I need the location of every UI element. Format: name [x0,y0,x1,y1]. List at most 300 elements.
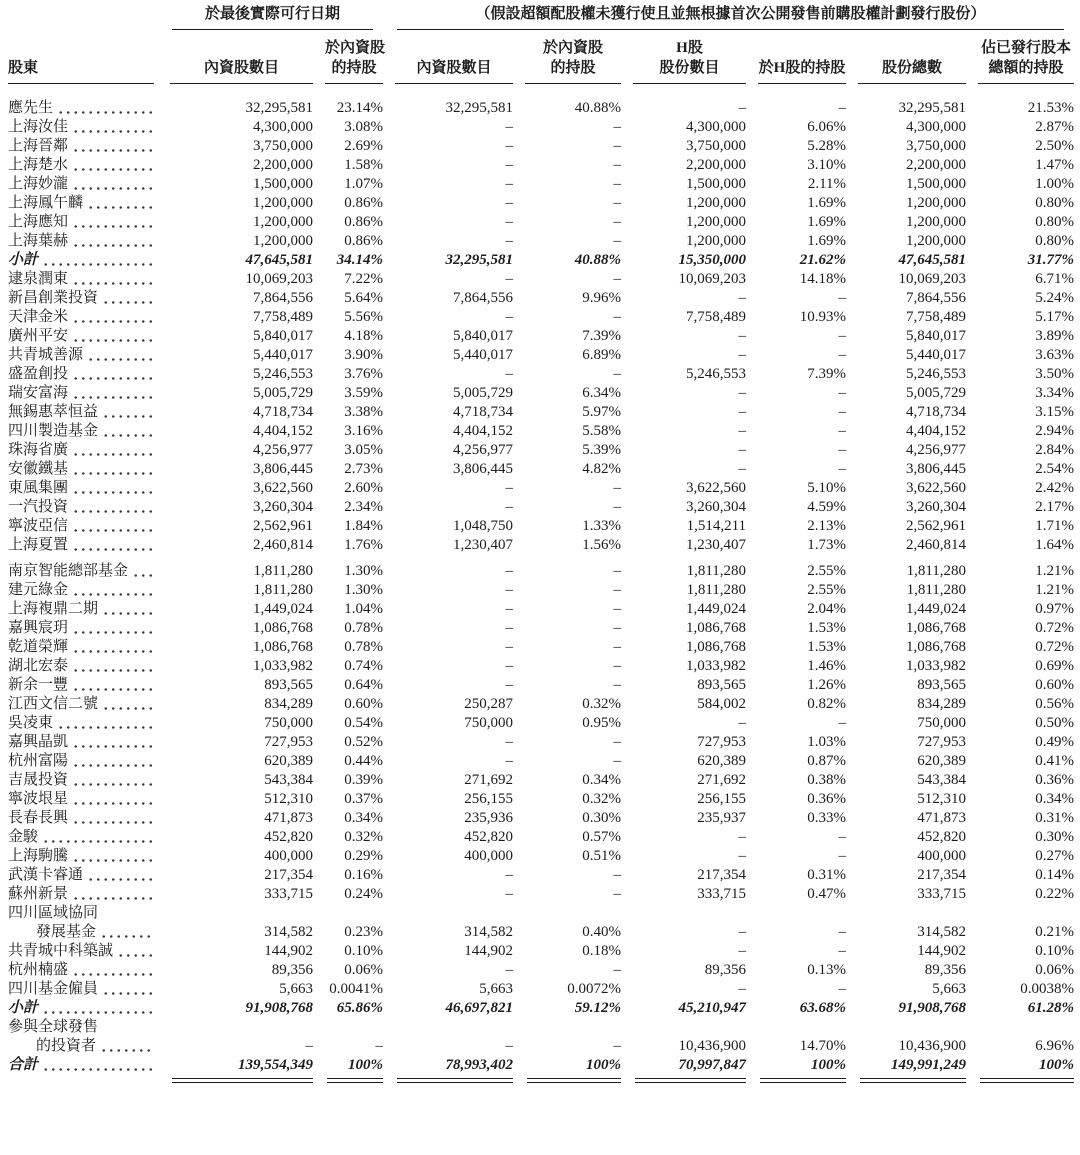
dot-leader [72,118,155,137]
table-row [8,308,1074,327]
table-row [8,517,1074,536]
cell-h-pct: 0.38% [807,772,847,788]
shareholder-name: 東風集團 [8,479,158,498]
cell-domestic-pct-latest: 3.90% [344,347,384,363]
shareholder-name: 金駿 [8,828,158,847]
cell-domestic-shares-latest: 1,033,982 [253,658,313,674]
cell-h-shares: 1,086,768 [686,620,747,636]
cell-domestic-shares-latest: 5,440,017 [253,347,313,363]
table-row [8,194,1074,213]
cell-h-pct: 7.39% [807,366,847,382]
cell-h-pct: – [838,715,847,731]
cell-h-pct: 0.31% [807,867,847,883]
cell-domestic-pct-latest: 1.30% [344,563,384,579]
dot-leader [102,980,155,999]
table-row [8,714,1074,733]
cell-domestic-shares: – [505,176,514,192]
cell-h-pct: 1.69% [807,214,847,230]
cell-h-shares: – [738,100,747,116]
cell-total-pct: 0.49% [1035,734,1075,750]
cell-h-pct: 0.36% [807,791,847,807]
cell-total-pct: 2.87% [1035,119,1075,135]
cell-domestic-pct: – [613,620,622,636]
dot-leader [57,714,155,733]
cell-domestic-shares-latest: 3,622,560 [253,480,313,496]
cell-total-pct: 2.42% [1035,480,1075,496]
cell-h-pct: – [838,943,847,959]
cell-domestic-shares-latest: – [305,1038,313,1054]
cell-domestic-shares: 314,582 [464,924,514,940]
shareholder-name: 建元綠金 [8,581,158,600]
cell-h-pct: – [838,442,847,458]
dot-leader [72,536,155,555]
cell-h-pct: 1.53% [807,620,847,636]
shareholder-name: 上海汝佳 [8,118,158,137]
cell-domestic-shares: 5,663 [479,981,514,997]
cell-total-shares: 620,389 [917,753,967,769]
cell-total-shares: 4,404,152 [906,423,967,439]
cell-h-shares: 1,200,000 [686,195,747,211]
cell-h-pct: 21.62% [799,252,847,268]
cell-total-pct: 5.17% [1035,309,1075,325]
cell-domestic-shares: – [505,366,514,382]
cell-total-pct: 0.30% [1035,829,1075,845]
cell-domestic-shares-latest: 3,260,304 [253,499,313,515]
cell-total-shares: 1,449,024 [906,601,967,617]
shareholder-name: 寧波垠星 [8,790,158,809]
shareholder-name: 新余一豐 [8,676,158,695]
cell-domestic-pct-latest: 0.34% [344,810,384,826]
cell-domestic-pct-latest: 0.86% [344,195,384,211]
dot-leader [72,308,155,327]
shareholder-name: 乾道榮輝 [8,638,158,657]
cell-domestic-pct: – [613,582,622,598]
shareholding-table [8,4,1074,1091]
dot-leader [42,1056,155,1075]
cell-domestic-shares: – [505,582,514,598]
cell-domestic-shares-latest: 32,295,581 [245,100,313,116]
bottom-double-rule-row [8,1075,1074,1091]
dot-leader [72,327,155,346]
cell-total-pct: 3.34% [1035,385,1075,401]
cell-domestic-shares-latest: 512,310 [264,791,313,807]
cell-domestic-shares-latest: 893,565 [264,677,313,693]
cell-domestic-shares: – [505,563,514,579]
cell-total-pct: 2.94% [1035,423,1075,439]
shareholder-name: 新昌創業投資 [8,289,158,308]
dot-leader [42,999,155,1018]
cell-domestic-pct: 40.88% [574,252,622,268]
cell-h-pct: 0.82% [807,696,847,712]
cell-domestic-shares-latest: 91,908,768 [245,1000,313,1016]
cell-domestic-pct-latest: 0.39% [344,772,384,788]
cell-domestic-shares: 1,048,750 [453,518,514,534]
cell-h-shares: 1,200,000 [686,214,747,230]
table-row [8,156,1074,175]
table-row [8,638,1074,657]
table-body [8,84,1074,1075]
cell-total-pct: 3.15% [1035,404,1075,420]
shareholder-name: 杭州楠盛 [8,961,158,980]
cell-domestic-shares-latest: 139,554,349 [238,1057,313,1073]
cell-domestic-shares: 452,820 [464,829,514,845]
cell-h-pct: 63.68% [799,1000,847,1016]
cell-total-shares: 1,086,768 [906,639,967,655]
cell-h-shares: 1,811,280 [686,582,747,598]
cell-domestic-pct: 100% [586,1057,622,1073]
dot-leader [72,156,155,175]
cell-h-shares: 217,354 [697,867,747,883]
cell-h-shares: 1,230,407 [686,537,747,553]
shareholder-name: 嘉興宸玥 [8,619,158,638]
cell-domestic-pct-latest: 1.07% [344,176,384,192]
cell-domestic-pct: – [613,271,622,287]
shareholder-name: 上海應知 [8,213,158,232]
cell-total-shares: 89,356 [924,962,967,978]
cell-h-shares: 1,086,768 [686,639,747,655]
cell-h-shares: 15,350,000 [678,252,747,268]
cell-domestic-pct-latest: 0.06% [344,962,384,978]
cell-domestic-shares-latest: 4,404,152 [253,423,313,439]
cell-h-pct: 1.69% [807,233,847,249]
cell-total-pct: 0.34% [1035,791,1075,807]
shareholder-name: 珠海省廣 [8,441,158,460]
cell-total-pct: 6.96% [1035,1038,1075,1054]
cell-domestic-shares-latest: 333,715 [264,886,313,902]
shareholder-name: 盛盈創投 [8,365,158,384]
cell-total-shares: 4,718,734 [906,404,967,420]
cell-domestic-pct-latest: 2.34% [344,499,384,515]
double-rule [172,1078,313,1083]
cell-domestic-pct: 0.32% [582,696,622,712]
cell-domestic-pct-latest: 3.16% [344,423,384,439]
cell-domestic-pct-latest: 0.16% [344,867,384,883]
cell-total-pct: 0.80% [1035,214,1075,230]
cell-h-shares: 1,514,211 [686,518,747,534]
dot-leader [72,213,155,232]
cell-total-pct: 1.64% [1035,537,1075,553]
cell-domestic-pct-latest: 4.18% [344,328,384,344]
cell-total-shares: 32,295,581 [898,100,967,116]
col-header-h-pct: 於H股的持股 [746,30,846,84]
cell-domestic-shares: – [505,138,514,154]
cell-total-pct: 0.72% [1035,639,1075,655]
cell-domestic-pct: – [613,480,622,496]
cell-h-shares: – [738,981,747,997]
table-row [8,251,1074,270]
table-row [8,289,1074,308]
cell-h-pct: 14.18% [799,271,847,287]
cell-h-shares: 620,389 [697,753,747,769]
cell-domestic-pct-latest: 34.14% [336,252,384,268]
cell-h-shares: 3,622,560 [686,480,747,496]
cell-domestic-shares: 750,000 [464,715,514,731]
cell-domestic-shares-latest: 3,806,445 [253,461,313,477]
cell-total-shares: 1,200,000 [906,195,967,211]
cell-domestic-pct: – [613,119,622,135]
dot-leader [72,619,155,638]
cell-h-pct: – [838,461,847,477]
cell-total-shares: 1,033,982 [906,658,967,674]
cell-domestic-shares-latest: 750,000 [264,715,313,731]
cell-total-shares: 5,840,017 [906,328,967,344]
shareholder-name: 上海楚水 [8,156,158,175]
cell-domestic-pct: – [613,157,622,173]
cell-total-pct: 3.63% [1035,347,1075,363]
cell-total-pct: 0.27% [1035,848,1075,864]
cell-total-pct: 0.06% [1035,962,1075,978]
cell-domestic-pct: – [613,753,622,769]
cell-domestic-shares: – [505,214,514,230]
cell-total-pct: 1.21% [1035,563,1075,579]
dot-leader [72,790,155,809]
cell-domestic-pct-latest: 0.29% [344,848,384,864]
dot-leader [117,942,155,961]
shareholder-name: 吉晟投資 [8,771,158,790]
cell-h-pct: – [838,290,847,306]
table-row [8,904,1074,942]
cell-h-pct: – [838,347,847,363]
cell-h-pct: 4.59% [807,499,847,515]
cell-domestic-shares: – [505,480,514,496]
cell-h-pct: 2.55% [807,582,847,598]
table-row [8,327,1074,346]
cell-h-shares: – [738,290,747,306]
cell-domestic-pct: 0.0072% [567,981,622,997]
cell-h-shares: 89,356 [704,962,747,978]
cell-total-pct: 1.21% [1035,582,1075,598]
cell-h-shares: – [738,848,747,864]
cell-domestic-shares: 5,440,017 [453,347,514,363]
cell-domestic-pct: – [613,1038,622,1054]
cell-domestic-shares-latest: 727,953 [264,734,313,750]
table-row [8,403,1074,422]
group-header-assumption: （假設超額配股權未獲行使且並無根據首次公開發售前購股權計劃發行股份） [383,4,1074,30]
cell-domestic-pct-latest: 7.22% [344,271,384,287]
cell-h-pct: 100% [811,1057,847,1073]
cell-h-shares: 10,069,203 [678,271,747,287]
cell-total-shares: 10,069,203 [898,271,967,287]
cell-h-pct: 1.03% [807,734,847,750]
shareholder-name: 廣州平安 [8,327,158,346]
cell-domestic-shares: – [505,962,514,978]
cell-total-shares: 7,864,556 [906,290,967,306]
cell-total-shares: 471,873 [917,810,967,826]
dot-leader [42,828,155,847]
cell-domestic-pct-latest: 2.60% [344,480,384,496]
cell-total-pct: 0.80% [1035,233,1075,249]
cell-domestic-pct: 6.89% [582,347,622,363]
shareholder-name: 合計 [8,1056,158,1075]
cell-domestic-shares: – [505,601,514,617]
dot-leader [87,866,155,885]
cell-h-pct: 3.10% [807,157,847,173]
table-row [8,942,1074,961]
cell-h-pct: – [838,848,847,864]
cell-domestic-shares: 5,840,017 [453,328,514,344]
shareholder-name: 四川區域協同 發展基金 [8,904,158,942]
table-row [8,619,1074,638]
cell-h-pct: – [838,100,847,116]
table-row [8,790,1074,809]
cell-domestic-pct: 7.39% [582,328,622,344]
dot-leader [102,422,155,441]
table-row [8,441,1074,460]
cell-h-shares: – [738,385,747,401]
dot-leader [72,581,155,600]
cell-domestic-pct-latest: 0.44% [344,753,384,769]
cell-h-pct: 1.69% [807,195,847,211]
cell-domestic-pct-latest: 65.86% [336,1000,384,1016]
col-header-domestic-shares: 內資股數目 [383,30,513,84]
cell-domestic-shares-latest: 3,750,000 [253,138,313,154]
cell-h-pct: 14.70% [799,1038,847,1054]
cell-domestic-pct: 0.40% [582,924,622,940]
dot-leader [100,1037,155,1056]
double-rule [635,1078,746,1083]
cell-h-shares: 584,002 [697,696,747,712]
cell-total-pct: 3.89% [1035,328,1075,344]
cell-domestic-pct: – [613,886,622,902]
cell-total-shares: 3,750,000 [906,138,967,154]
col-header-h-shares: H股 股份數目 [621,30,746,84]
shareholder-name: 蘇州新景 [8,885,158,904]
cell-total-shares: 47,645,581 [898,252,967,268]
cell-domestic-pct: 5.97% [582,404,622,420]
cell-domestic-shares-latest: 5,663 [279,981,313,997]
cell-domestic-shares-latest: 400,000 [264,848,313,864]
cell-total-pct: 0.69% [1035,658,1075,674]
dot-leader [72,517,155,536]
cell-h-shares: 893,565 [697,677,747,693]
cell-domestic-shares-latest: 4,256,977 [253,442,313,458]
table-row [8,676,1074,695]
cell-h-pct: – [838,385,847,401]
col-header-domestic-pct: 於內資股 的持股 [513,30,621,84]
cell-domestic-pct: – [613,734,622,750]
cell-h-shares: 3,260,304 [686,499,747,515]
table-row [8,809,1074,828]
cell-total-shares: 91,908,768 [898,1000,967,1016]
table-row [8,213,1074,232]
cell-domestic-shares-latest: 2,562,961 [253,518,313,534]
spacer-row [8,84,1074,99]
dot-leader [72,137,155,156]
cell-h-pct: – [838,328,847,344]
cell-domestic-pct: – [613,677,622,693]
cell-domestic-shares: 250,287 [464,696,514,712]
table-row [8,961,1074,980]
cell-domestic-shares-latest: 1,449,024 [253,601,313,617]
dot-leader [102,289,155,308]
cell-domestic-pct-latest: 1.76% [344,537,384,553]
cell-domestic-shares: – [505,119,514,135]
cell-domestic-shares-latest: 1,811,280 [253,582,313,598]
cell-total-pct: 0.50% [1035,715,1075,731]
cell-domestic-shares-latest: 1,500,000 [253,176,313,192]
cell-total-pct: 0.31% [1035,810,1075,826]
dot-leader [102,695,155,714]
cell-domestic-shares-latest: 452,820 [264,829,313,845]
table-row [8,771,1074,790]
cell-domestic-pct: – [613,867,622,883]
cell-total-pct: 61.28% [1027,1000,1075,1016]
cell-domestic-pct-latest: 0.52% [344,734,384,750]
cell-total-pct: 2.84% [1035,442,1075,458]
cell-domestic-shares-latest: 314,582 [264,924,313,940]
cell-h-pct: 0.33% [807,810,847,826]
group-header-latest-date: 於最後實際可行日期 [158,4,383,30]
shareholder-name: 上海葉赫 [8,232,158,251]
shareholder-name: 應先生 [8,99,158,118]
cell-domestic-shares-latest: 1,086,768 [253,620,313,636]
cell-domestic-shares-latest: 217,354 [264,867,313,883]
cell-total-shares: 893,565 [917,677,967,693]
cell-total-pct: 0.10% [1035,943,1075,959]
table-row [8,384,1074,403]
dot-leader [72,270,155,289]
shareholder-name: 逮泉潤東 [8,270,158,289]
dot-leader [102,403,155,422]
cell-domestic-shares: 32,295,581 [445,100,514,116]
cell-total-shares: 3,622,560 [906,480,967,496]
cell-domestic-shares-latest: 10,069,203 [245,271,313,287]
col-header-domestic-shares-latest: 內資股數目 [158,30,313,84]
table-row [8,555,1074,581]
cell-domestic-pct: – [613,214,622,230]
cell-domestic-shares-latest: 471,873 [264,810,313,826]
cell-domestic-shares: 1,230,407 [453,537,514,553]
cell-domestic-pct-latest: 0.64% [344,677,384,693]
shareholder-name: 湖北宏泰 [8,657,158,676]
dot-leader [72,441,155,460]
cell-domestic-pct: – [613,601,622,617]
table-row [8,137,1074,156]
cell-domestic-shares-latest: 1,086,768 [253,639,313,655]
cell-domestic-pct-latest: 0.37% [344,791,384,807]
cell-domestic-pct: 0.34% [582,772,622,788]
table-row [8,733,1074,752]
cell-total-pct: 0.60% [1035,677,1075,693]
cell-total-pct: 1.00% [1035,176,1075,192]
cell-h-shares: 5,246,553 [686,366,747,382]
cell-h-pct: 2.11% [807,176,847,192]
cell-domestic-pct-latest: 5.64% [344,290,384,306]
cell-domestic-pct: 1.33% [582,518,622,534]
shareholder-name: 江西文信二號 [8,695,158,714]
cell-h-shares: 271,692 [697,772,747,788]
cell-h-pct: 0.13% [807,962,847,978]
cell-domestic-shares-latest: 2,200,000 [253,157,313,173]
table-row [8,847,1074,866]
cell-domestic-pct: – [613,176,622,192]
shareholder-name: 杭州富陽 [8,752,158,771]
cell-h-shares: – [738,423,747,439]
table-row [8,270,1074,289]
table-row [8,581,1074,600]
cell-domestic-shares: – [505,734,514,750]
cell-total-shares: 727,953 [917,734,967,750]
cell-h-pct: 10.93% [799,309,847,325]
table-row [8,600,1074,619]
cell-domestic-pct: – [613,138,622,154]
cell-h-shares: 256,155 [697,791,747,807]
cell-domestic-shares-latest: 1,200,000 [253,195,313,211]
cell-total-shares: 512,310 [917,791,967,807]
cell-total-shares: 5,663 [932,981,967,997]
cell-domestic-shares-latest: 543,384 [264,772,313,788]
cell-h-shares: – [738,347,747,363]
